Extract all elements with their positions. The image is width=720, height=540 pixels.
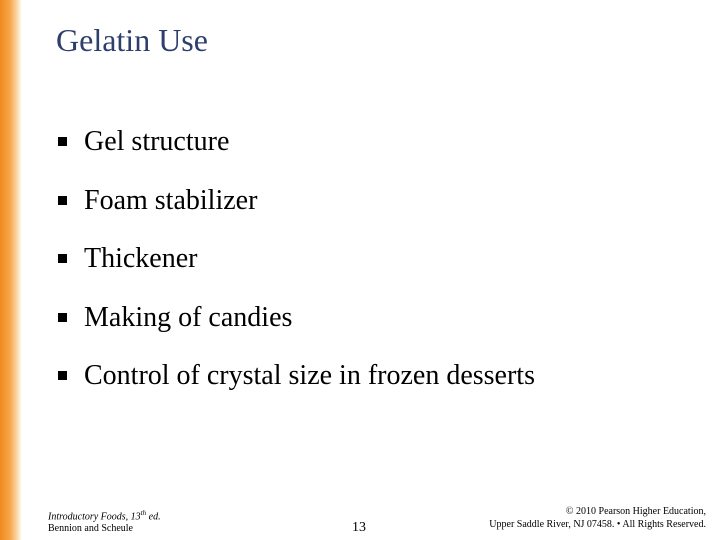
footer-edition-sup: th (140, 509, 147, 517)
footer-book-title: Introductory Foods, 13 (48, 511, 141, 523)
bullet-text: Thickener (84, 243, 198, 274)
bullet-item (56, 296, 535, 355)
accent-bar (0, 0, 22, 540)
bullet-list (56, 120, 535, 413)
bullet-text: Making of candies (84, 301, 293, 333)
footer-citation (48, 507, 161, 535)
bullet-text: Foam stabilizer (84, 184, 258, 216)
footer-edition-suffix: ed. (146, 511, 161, 523)
bullet-item (56, 354, 535, 413)
bullet-item (56, 120, 535, 179)
square-bullet-icon (58, 254, 67, 263)
square-bullet-icon (58, 313, 67, 322)
footer-book-line (48, 507, 161, 523)
bullet-text: Control of crystal size in frozen desserts (84, 360, 535, 391)
footer-authors: Bennion and Scheule (48, 523, 133, 535)
page-number: 13 (352, 520, 366, 535)
slide-title: Gelatin Use (56, 22, 208, 58)
bullet-text: Gel structure (84, 126, 230, 157)
square-bullet-icon (58, 137, 67, 146)
copyright-line-2: Upper Saddle River, NJ 07458. • All Rights Reserved. (489, 519, 706, 530)
square-bullet-icon (58, 196, 67, 205)
bullet-item (56, 179, 535, 238)
square-bullet-icon (58, 371, 67, 380)
bullet-item (56, 237, 535, 296)
footer-copyright (489, 505, 706, 531)
copyright-line-1: © 2010 Pearson Higher Education, (565, 506, 706, 517)
